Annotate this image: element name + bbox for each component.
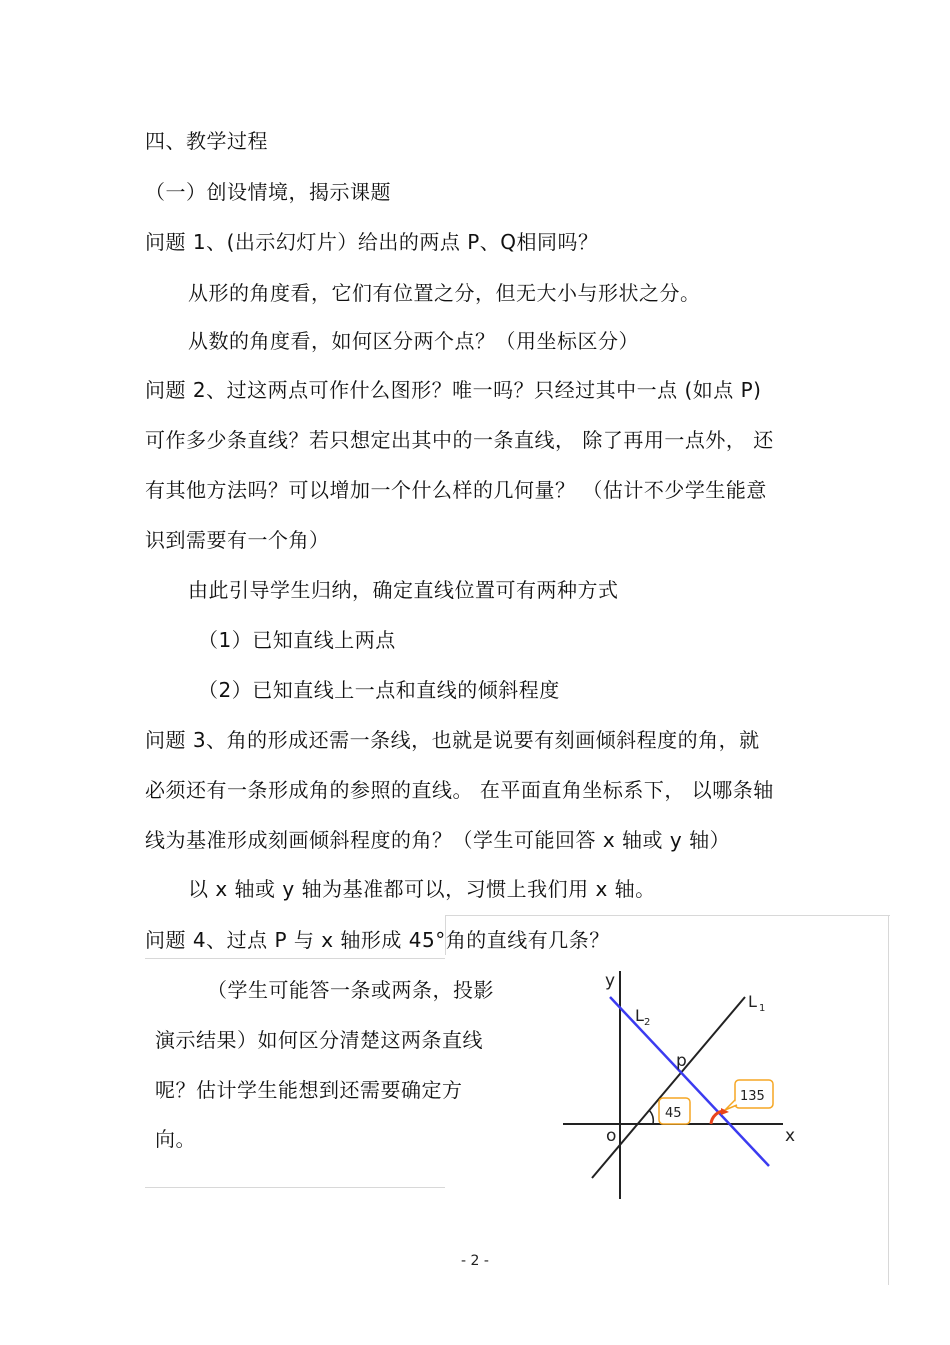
angle-45-label: 45 (665, 1106, 682, 1121)
problem-2-line-4: 识到需要有一个角） (145, 528, 330, 552)
coordinate-figure (545, 955, 815, 1205)
problem-3-line-2: 必须还有一条形成角的参照的直线。 在平面直角坐标系下， 以哪条轴 (145, 778, 774, 802)
angle-135-callout-pointer (725, 1100, 737, 1110)
problem-1-answer-1: 从形的角度看，它们有位置之分，但无大小与形状之分。 (188, 281, 701, 305)
problem-3-answer: 以 x 轴或 y 轴为基准都可以，习惯上我们用 x 轴。 (188, 877, 656, 901)
line-l1 (592, 997, 745, 1178)
line-l1-subscript: 1 (759, 1003, 766, 1014)
line-l1-label: L (748, 992, 757, 1011)
problem-4-answer-1: （学生可能答一条或两条，投影 (207, 978, 494, 1002)
guide-text: 由此引导学生归纳，确定直线位置可有两种方式 (188, 578, 619, 602)
way-1: （1）已知直线上两点 (198, 628, 396, 652)
y-axis-label: y (605, 971, 616, 991)
text-box-bottom-rule (145, 1187, 445, 1188)
line-l2-label: L (635, 1006, 644, 1025)
way-2: （2）已知直线上一点和直线的倾斜程度 (198, 678, 560, 702)
point-p-label: p (676, 1051, 687, 1071)
problem-2-line-2: 可作多少条直线？若只想定出其中的一条直线， 除了再用一点外， 还 (145, 428, 774, 452)
problem-3-line-3: 线为基准形成刻画倾斜程度的角？（学生可能回答 x 轴或 y 轴） (145, 828, 731, 852)
subsection-title: （一）创设情境，揭示课题 (145, 180, 391, 204)
problem-2-line-3: 有其他方法吗？可以增加一个什么样的几何量？ （估计不少学生能意 (145, 478, 767, 502)
problem-4-answer-2: 演示结果）如何区分清楚这两条直线 (155, 1028, 483, 1052)
page-number: - 2 - (461, 1253, 489, 1269)
figure-frame-top (445, 915, 890, 916)
angle-45-arc (649, 1110, 653, 1124)
text-box-top-rule (145, 958, 445, 959)
problem-4-answer-4: 向。 (155, 1127, 196, 1151)
section-title: 四、教学过程 (145, 129, 268, 153)
line-l2-subscript: 2 (644, 1017, 651, 1028)
figure-frame-right (888, 915, 889, 1285)
problem-4: 问题 4、过点 P 与 x 轴形成 45°角的直线有几条？ (145, 928, 610, 952)
x-axis-label: x (785, 1126, 796, 1146)
origin-label: o (606, 1126, 617, 1146)
problem-2-line-1: 问题 2、过这两点可作什么图形？唯一吗？只经过其中一点 (如点 P) (145, 378, 762, 402)
problem-1-answer-2: 从数的角度看，如何区分两个点？（用坐标区分） (188, 329, 639, 353)
problem-4-answer-3: 呢？估计学生能想到还需要确定方 (155, 1078, 463, 1102)
problem-3-line-1: 问题 3、角的形成还需一条线，也就是说要有刻画倾斜程度的角，就 (145, 728, 760, 752)
angle-135-label: 135 (740, 1089, 765, 1104)
problem-1: 问题 1、(出示幻灯片）给出的两点 P、Q相同吗？ (145, 230, 599, 254)
